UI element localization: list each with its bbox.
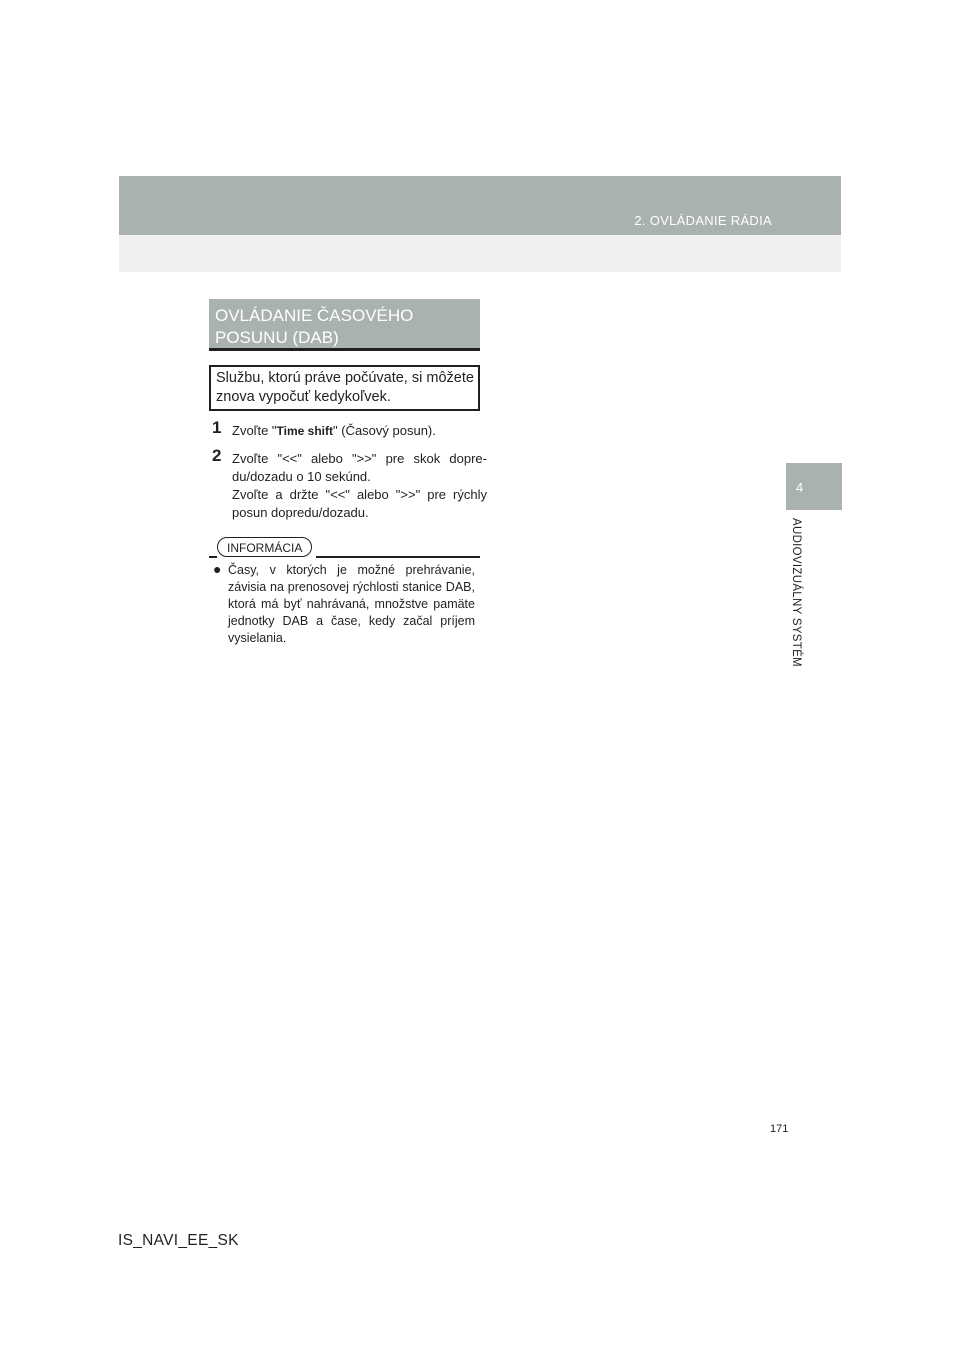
info-item [213,562,475,647]
step-text-secondary: Zvoľte a držte "<<" alebo ">>" pre rýchly posun dopredu/dozadu. [232,487,487,520]
step-number: 1 [212,418,222,437]
step-1 [212,418,487,440]
section-intro: Službu, ktorú práve počúvate, si môžete znova vypočuť kedykoľvek. [209,365,480,411]
bullet-icon: ● [213,561,222,577]
info-label: INFORMÁCIA [217,537,312,557]
page-number: 171 [770,1123,789,1135]
step-text: Zvoľte "Time shift" (Časový posun). [232,423,436,438]
step-2 [212,446,487,522]
section-heading: OVLÁDANIE ČASOVÉHO POSUNU (DAB) [209,299,480,351]
menu-option-label: Time shift [276,424,333,438]
header-sub-band [119,235,841,272]
chapter-tab [786,463,842,510]
document-code: IS_NAVI_EE_SK [118,1232,239,1249]
chapter-side-label: AUDIOVIZUÁLNY SYSTÉM [790,518,802,667]
chapter-number: 4 [796,480,804,495]
info-rule-left [209,556,217,558]
step-text: Zvoľte "<<" alebo ">>" pre skok dopre-du/dozadu o 10 sekúnd. [232,451,487,484]
info-rule-right [316,556,480,558]
running-header-title: 2. OVLÁDANIE RÁDIA [634,213,772,228]
step-number: 2 [212,446,222,465]
info-item-text: Časy, v ktorých je možné prehrávanie, závisia na prenosovej rýchlosti stanice DAB, ktorá má byť nahrávaná, množstve pamäte jednotky DAB a čase, kedy začal príjem vysielania. [228,563,475,645]
